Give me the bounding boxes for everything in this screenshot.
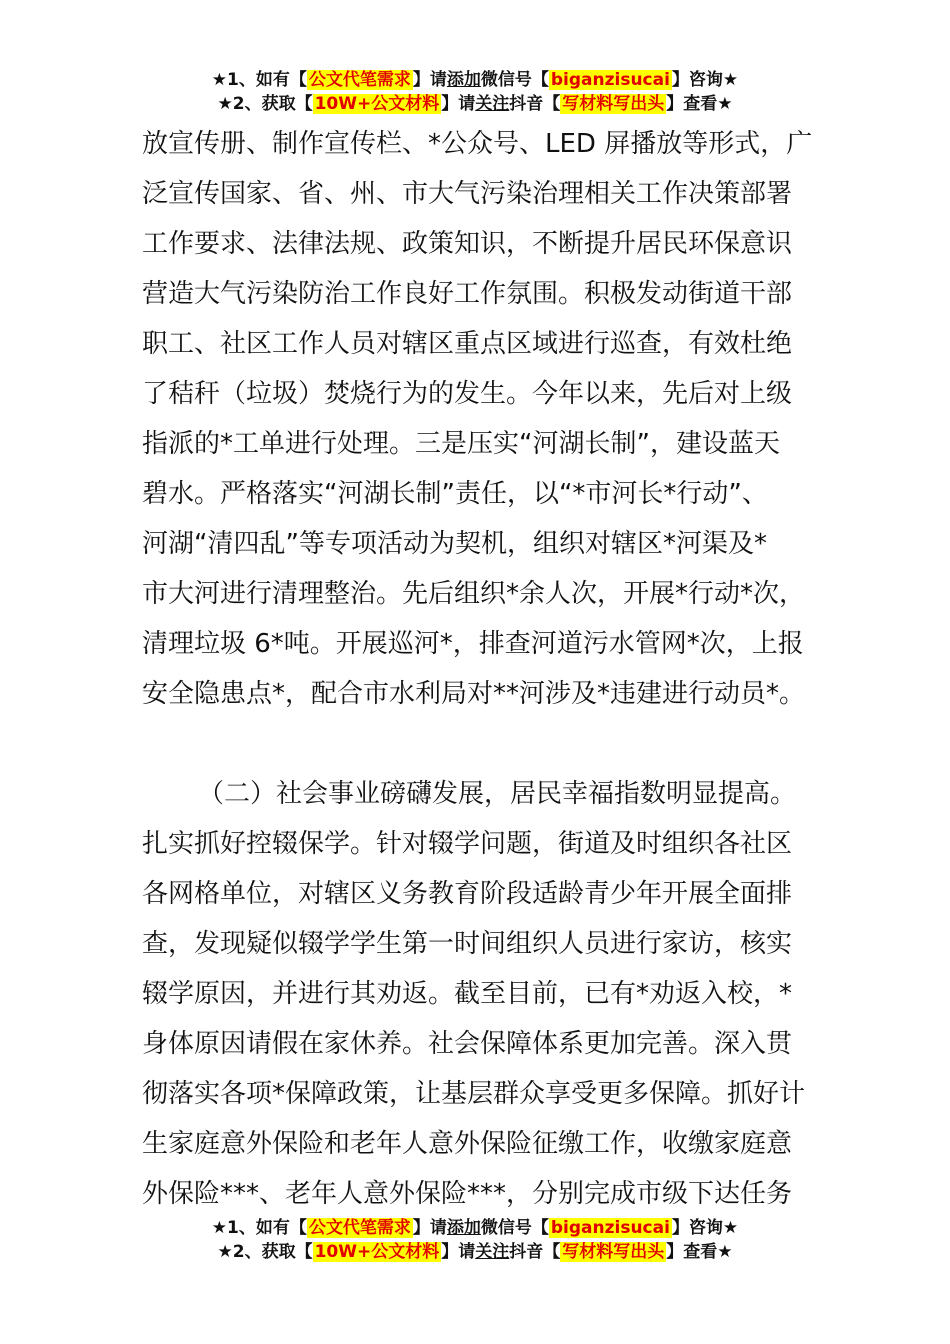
banner-emphasis: 添加 — [446, 70, 481, 90]
banner-text: 】查看★ — [666, 1242, 733, 1262]
banner-text: 】咨询★ — [671, 1218, 739, 1238]
banner-text: ★1、如有【 — [211, 70, 307, 90]
banner-text: 】请 — [441, 94, 476, 114]
banner-text: 微信号【 — [480, 70, 549, 90]
text-line: 生家庭意外保险和老年人意外保险征缴工作，收缴家庭意 — [142, 1129, 793, 1159]
text-line: 身体原因请假在家休养。社会保障体系更加完善。深入贯 — [142, 1029, 793, 1059]
banner-text: 】咨询★ — [671, 70, 739, 90]
text-line: 河湖“清四乱”等专项活动为契机，组织对辖区*河渠及* — [142, 529, 767, 559]
banner-line-1 — [0, 68, 950, 92]
text-line: 碧水。严格落实“河湖长制”责任，以“*市河长*行动”、 — [142, 479, 768, 509]
banner-text: 】查看★ — [666, 94, 733, 114]
text-line: 了秸秆（垃圾）焚烧行为的发生。今年以来，先后对上级 — [142, 379, 793, 409]
banner-highlight: 公文代笔需求 — [308, 70, 411, 90]
text-line: 泛宣传国家、省、州、市大气污染治理相关工作决策部署 — [142, 179, 793, 209]
text-line: 放宣传册、制作宣传栏、*公众号、LED 屏播放等形式，广 — [142, 129, 813, 159]
text-line: 查，发现疑似辍学学生第一时间组织人员进行家访，核实 — [142, 929, 793, 959]
banner-text: 抖音【 — [509, 94, 561, 114]
header-banner — [0, 68, 950, 116]
text-line: 安全隐患点*，配合市水利局对**河涉及*违建进行动员*。 — [142, 679, 806, 709]
text-line: 辍学原因，并进行其劝返。截至目前，已有*劝返入校，* — [142, 979, 793, 1009]
banner-emphasis: 添加 — [446, 1218, 481, 1238]
footer-banner — [0, 1216, 950, 1264]
banner-text: 微信号【 — [480, 1218, 549, 1238]
banner-emphasis: 关注 — [475, 94, 510, 114]
banner-line-2 — [0, 92, 950, 116]
text-line: 工作要求、法律法规、政策知识，不断提升居民环保意识 — [142, 229, 793, 259]
text-line: 外保险***、老年人意外保险***，分别完成市级下达任务 — [142, 1179, 793, 1209]
banner-text: ★2、获取【 — [217, 94, 313, 114]
banner-highlight: 写材料写出头 — [562, 1242, 665, 1262]
text-line: 清理垃圾 6*吨。开展巡河*，排查河道污水管网*次，上报 — [142, 629, 804, 659]
text-line: 营造大气污染防治工作良好工作氛围。积极发动街道干部 — [142, 279, 793, 309]
banner-emphasis: 关注 — [475, 1242, 510, 1262]
banner-text: ★2、获取【 — [217, 1242, 313, 1262]
text-line: 各网格单位，对辖区义务教育阶段适龄青少年开展全面排 — [142, 879, 793, 909]
banner-highlight: 写材料写出头 — [562, 94, 665, 114]
banner-highlight: biganzisucai — [550, 70, 670, 90]
text-line: 彻落实各项*保障政策，让基层群众享受更多保障。抓好计 — [142, 1079, 806, 1109]
text-line: 职工、社区工作人员对辖区重点区域进行巡查，有效杜绝 — [142, 329, 793, 359]
banner-text: 抖音【 — [509, 1242, 561, 1262]
banner-text: 】请 — [412, 70, 447, 90]
banner-text: 】请 — [412, 1218, 447, 1238]
banner-highlight: 10W+公文材料 — [314, 94, 440, 114]
banner-line-2 — [0, 1240, 950, 1264]
banner-highlight: 公文代笔需求 — [308, 1218, 411, 1238]
section-heading: （二）社会事业磅礴发展，居民幸福指数明显提高。 — [198, 779, 797, 809]
banner-text: ★1、如有【 — [211, 1218, 307, 1238]
banner-line-1 — [0, 1216, 950, 1240]
banner-highlight: biganzisucai — [550, 1218, 670, 1238]
banner-highlight: 10W+公文材料 — [314, 1242, 440, 1262]
text-line: 指派的*工单进行处理。三是压实“河湖长制”，建设蓝天 — [142, 429, 780, 459]
text-line: 扎实抓好控辍保学。针对辍学问题，街道及时组织各社区 — [142, 829, 793, 859]
banner-text: 】请 — [441, 1242, 476, 1262]
text-line: 市大河进行清理整治。先后组织*余人次，开展*行动*次， — [142, 579, 806, 609]
